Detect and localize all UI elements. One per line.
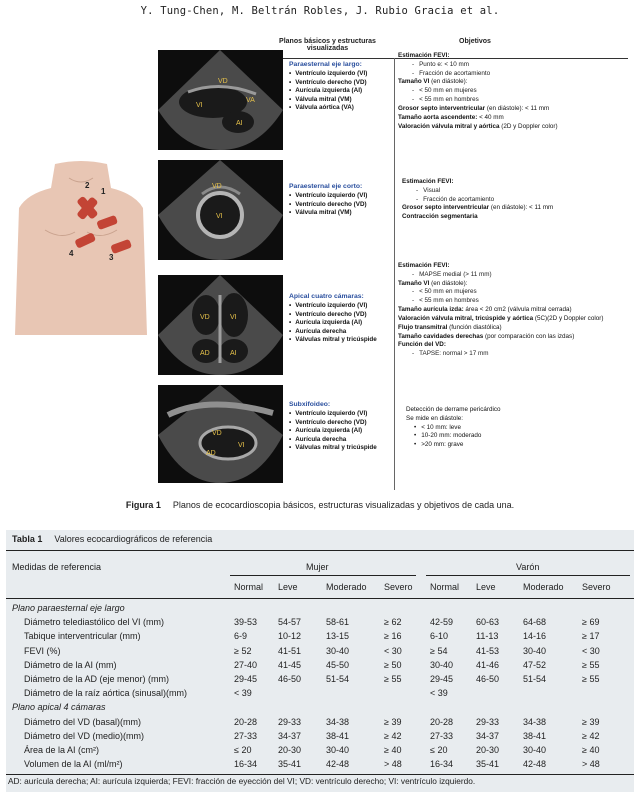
table-cell: 35-41 <box>476 759 500 770</box>
table-cell: 16-34 <box>234 759 258 770</box>
objective-item: Contracción segmentaria <box>402 213 478 221</box>
objective-item: Valoración válvula mitral, tricúspide y aórtica (5C)(2D y Doppler color) <box>398 314 604 322</box>
table-cell: ≥ 40 <box>384 745 402 755</box>
table-cell: 14-16 <box>523 631 547 642</box>
table-cell: 13-15 <box>326 631 350 642</box>
table-footnote: AD: aurícula derecha; AI: aurícula izquierda; FEVI: fracción de eyección del VI; VD: ventrículo derecho; VI: ventrículo izquierdo. <box>8 776 476 786</box>
table-row-label: Área de la AI (cm²) <box>24 745 100 755</box>
table-cell: 34-37 <box>476 730 500 741</box>
table-cell: 41-46 <box>476 659 500 670</box>
table-cell: 30-40 <box>523 645 547 656</box>
table-cell: 20-28 <box>430 716 454 727</box>
echo-image-short-axis <box>158 160 283 260</box>
table-subheader: Leve <box>476 582 496 592</box>
table-cell: ≤ 20 <box>234 745 252 755</box>
structure-item: • Ventrículo izquierdo (VI) <box>289 410 399 419</box>
structure-item: • Válvula mitral (VM) <box>289 209 399 218</box>
table-header-measure: Medidas de referencia <box>12 562 102 572</box>
objective-item: Estimación FEVI: <box>398 52 450 59</box>
view-title: Subxifoideo: <box>289 401 331 408</box>
table-cell: 27-33 <box>234 730 258 741</box>
table-section-label: Plano paraesternal eje largo <box>12 603 125 613</box>
structure-item: • Ventrículo izquierdo (VI) <box>289 70 399 79</box>
structure-item: • Ventrículo izquierdo (VI) <box>289 302 399 311</box>
objective-item: - < 50 mm en mujeres <box>398 87 630 96</box>
table-cell: ≥ 17 <box>582 631 600 642</box>
table-cell: ≥ 50 <box>384 659 402 670</box>
table-cell: 58-61 <box>326 617 350 628</box>
table-cell: ≤ 20 <box>430 745 448 755</box>
objective-item: Tamaño cavidades derechas (por comparación con las izdas) <box>398 332 575 340</box>
structure-item: • Aurícula derecha <box>289 436 399 445</box>
torso-number-2: 2 <box>85 181 90 190</box>
objective-item: - < 55 mm en hombres <box>398 96 630 105</box>
structures-apical-4c <box>289 292 399 345</box>
table-group-female: Mujer <box>306 562 329 572</box>
objective-item: - < 55 mm en hombres <box>398 297 630 306</box>
echo-label-vd: VD <box>212 183 222 190</box>
objective-item: • 10-20 mm: moderado <box>406 432 630 441</box>
table-cell: 6-9 <box>234 631 248 642</box>
table-cell: 45-50 <box>326 659 350 670</box>
table-header-rule <box>6 598 634 599</box>
echo-image-subxiphoid <box>158 385 283 483</box>
table-cell: 27-33 <box>430 730 454 741</box>
table-subheader: Moderado <box>326 582 367 592</box>
echo-label-ai: AI <box>236 120 243 127</box>
objective-item: Estimación FEVI: <box>402 178 454 185</box>
objective-item: - < 50 mm en mujeres <box>398 288 630 297</box>
table-cell: 30-40 <box>326 745 350 755</box>
table-group-rule-female <box>230 575 416 576</box>
table-cell: 29-33 <box>278 716 302 727</box>
objective-item: - Fracción de acortamiento <box>402 196 630 205</box>
table-cell: ≥ 16 <box>384 631 402 642</box>
table-cell: < 30 <box>384 645 402 656</box>
table-cell: 46-50 <box>476 674 500 684</box>
structure-item: • Aurícula izquierda (AI) <box>289 319 399 328</box>
table-row-label: Diámetro de la AD (eje menor) (mm) <box>24 674 170 684</box>
structure-item: • Válvula mitral (VM) <box>289 96 399 105</box>
table-cell: 51-54 <box>326 674 350 684</box>
table-cell: 47-52 <box>523 659 547 670</box>
echo-label-ad: AD <box>206 450 216 457</box>
table-cell: 64-68 <box>523 617 547 628</box>
table-row-label: FEVI (%) <box>24 645 61 656</box>
structure-item: • Ventrículo derecho (VD) <box>289 201 399 210</box>
objective-item: Flujo transmitral (función diastólica) <box>398 323 502 331</box>
objective-item: - TAPSE: normal > 17 mm <box>398 350 630 359</box>
table-cell: 20-30 <box>476 745 500 755</box>
echo-image-apical-4c <box>158 275 283 375</box>
echo-label-ai: AI <box>230 350 237 357</box>
table-group-male: Varón <box>516 562 540 572</box>
table-cell: ≥ 62 <box>384 617 402 628</box>
table-cell: 10-12 <box>278 631 302 642</box>
figure-col-header-structures: Planos básicos y estructuras visualizadas <box>279 38 376 52</box>
objectives-subxiphoid <box>398 406 630 450</box>
structures-subxiphoid <box>289 400 399 453</box>
table-row-label: Diámetro del VD (basal)(mm) <box>24 716 142 727</box>
echo-label-vd: VD <box>212 430 222 437</box>
table-cell: ≥ 42 <box>582 730 600 741</box>
table-cell: 42-59 <box>430 617 454 628</box>
table-cell: 41-51 <box>278 645 302 656</box>
table-cell: 16-34 <box>430 759 454 770</box>
table-cell: 6-10 <box>430 631 449 642</box>
structure-item: • Válvula aórtica (VA) <box>289 104 399 113</box>
table-cell: ≥ 55 <box>582 674 600 684</box>
table-cell: 34-38 <box>523 716 547 727</box>
objective-item: Se mide en diástole: <box>406 414 464 422</box>
table-cell: 39-53 <box>234 617 258 628</box>
table-cell: 60-63 <box>476 617 500 628</box>
objective-item: Tamaño aurícula izda: área < 20 cm2 (válvula mitral cerrada) <box>398 306 572 314</box>
torso-number-3: 3 <box>109 253 114 262</box>
table-subheader: Normal <box>430 582 460 592</box>
torso-number-4: 4 <box>69 249 74 258</box>
table-cell: 34-38 <box>326 716 350 727</box>
table-cell: 29-45 <box>430 674 454 684</box>
table-cell: 20-28 <box>234 716 258 727</box>
structure-item: • Ventrículo izquierdo (VI) <box>289 192 399 201</box>
table-cell: 27-40 <box>234 659 258 670</box>
structure-item: • Aurícula derecha <box>289 328 399 337</box>
table-cell: 41-53 <box>476 645 500 656</box>
table-row-label: Diámetro de la AI (mm) <box>24 659 117 670</box>
table-cell: 51-54 <box>523 674 547 684</box>
figure-1 <box>0 30 640 500</box>
echo-label-vd: VD <box>218 78 228 85</box>
objective-item: Tamaño VI (en diástole): <box>398 279 468 287</box>
table-1 <box>6 530 634 792</box>
table-cell: 20-30 <box>278 745 302 755</box>
table-row-label: Diámetro de la raíz aórtica (sinusal)(mm) <box>24 688 188 699</box>
objective-item: Tamaño aorta ascendente: < 40 mm <box>398 113 504 121</box>
table-row-label: Tabique interventricular (mm) <box>24 631 141 642</box>
table-cell: ≥ 40 <box>582 745 600 755</box>
echo-image-long-axis <box>158 50 283 150</box>
structures-long-axis <box>289 60 399 113</box>
echo-label-vi: VI <box>216 213 223 220</box>
table-cell: 42-48 <box>523 759 547 770</box>
objective-item: Tamaño VI (en diástole): <box>398 78 468 86</box>
objective-item: Grosor septo interventricular (en diástole): < 11 mm <box>402 204 554 212</box>
figure-caption-text: Planos de ecocardioscopia básicos, estructuras visualizadas y objetivos de cada una. <box>172 500 515 510</box>
table-cell: 38-41 <box>523 730 547 741</box>
table-cell: 34-37 <box>278 730 302 741</box>
table-title: Tabla 1 Valores ecocardiográficos de referencia <box>12 534 213 544</box>
structure-item: • Ventrículo derecho (VD) <box>289 79 399 88</box>
figure-caption-label: Figura 1 <box>125 500 161 510</box>
structure-item: • Válvulas mitral y tricúspide <box>289 444 399 453</box>
table-cell: 30-40 <box>326 645 350 656</box>
figure-caption <box>0 500 640 510</box>
view-title: Apical cuatro cámaras: <box>289 293 364 300</box>
table-cell: 30-40 <box>523 745 547 755</box>
echo-label-vi: VI <box>230 314 237 321</box>
structure-item: • Ventrículo derecho (VD) <box>289 311 399 320</box>
objective-item: Función del VD: <box>398 341 446 349</box>
objective-item: - Fracción de acortamiento <box>398 70 630 79</box>
echo-label-ad: AD <box>200 350 210 357</box>
table-row-label: Volumen de la AI (ml/m²) <box>24 759 123 770</box>
objective-item: - MAPSE medial (> 11 mm) <box>398 271 630 280</box>
table-subheader: Severo <box>384 582 413 592</box>
table-subheader: Moderado <box>523 582 564 592</box>
table-subheader: Leve <box>278 582 298 592</box>
view-title: Paraesternal eje largo: <box>289 61 362 68</box>
table-cell: ≥ 52 <box>234 645 252 656</box>
table-cell: ≥ 39 <box>384 716 402 727</box>
table-cell: ≥ 55 <box>384 674 402 684</box>
echo-label-vi: VI <box>196 102 203 109</box>
structure-item: • Aurícula izquierda (AI) <box>289 427 399 436</box>
torso-illustration <box>15 160 147 335</box>
objective-item: Grosor septo interventricular (en diástole): < 11 mm <box>398 104 550 112</box>
table-top-rule <box>6 550 634 551</box>
view-title: Paraesternal eje corto: <box>289 183 363 190</box>
figure-col-header-objectives: Objetivos <box>459 38 491 45</box>
table-cell: ≥ 54 <box>430 645 448 656</box>
objective-item: Valoración válvula mitral y aórtica (2D y Doppler color) <box>398 122 558 130</box>
table-cell: 29-45 <box>234 674 258 684</box>
objectives-apical-4c <box>398 262 630 359</box>
table-row-label: Diámetro del VD (medio)(mm) <box>24 730 145 741</box>
table-cell: 30-40 <box>430 659 454 670</box>
table-cell: 38-41 <box>326 730 350 741</box>
table-bottom-rule <box>6 774 634 775</box>
structure-item: • Válvulas mitral y tricúspide <box>289 336 399 345</box>
objective-item: Detección de derrame pericárdico <box>406 406 501 413</box>
structures-short-axis <box>289 182 399 218</box>
table-cell: < 39 <box>430 688 448 699</box>
echo-label-vi: VI <box>238 442 245 449</box>
table-row-label: Diámetro telediastólico del VI (mm) <box>24 617 165 628</box>
table-cell: ≥ 42 <box>384 730 402 741</box>
objective-item: - Punto e: < 10 mm <box>398 61 630 70</box>
objective-item: - Visual <box>402 187 630 196</box>
structure-item: • Ventrículo derecho (VD) <box>289 419 399 428</box>
table-cell: < 30 <box>582 645 600 656</box>
table-cell: ≥ 55 <box>582 659 600 670</box>
table-subheader: Normal <box>234 582 264 592</box>
table-subheader: Severo <box>582 582 611 592</box>
table-cell: < 39 <box>234 688 252 699</box>
table-cell: 29-33 <box>476 716 500 727</box>
table-cell: 46-50 <box>278 674 302 684</box>
table-group-rule-male <box>426 575 630 576</box>
running-header-authors: Y. Tung-Chen, M. Beltrán Robles, J. Rubio Gracia et al. <box>140 5 500 17</box>
objectives-long-axis <box>398 52 630 131</box>
objective-item: • < 10 mm: leve <box>406 424 630 433</box>
table-cell: ≥ 39 <box>582 716 600 727</box>
echo-label-va: VA <box>246 97 255 104</box>
table-cell: 41-45 <box>278 659 302 670</box>
table-cell: ≥ 69 <box>582 617 600 628</box>
table-cell: > 48 <box>582 759 600 770</box>
echo-label-vd: VD <box>200 314 210 321</box>
table-section-label: Plano apical 4 cámaras <box>12 702 106 713</box>
table-cell: 42-48 <box>326 759 350 770</box>
objective-item: Estimación FEVI: <box>398 262 450 269</box>
torso-number-1: 1 <box>101 187 106 196</box>
table-cell: 11-13 <box>476 631 499 642</box>
table-cell: 35-41 <box>278 759 302 770</box>
objectives-short-axis <box>398 178 630 222</box>
structure-item: • Aurícula izquierda (AI) <box>289 87 399 96</box>
table-cell: > 48 <box>384 759 402 770</box>
table-cell: 54-57 <box>278 617 302 628</box>
objective-item: • >20 mm: grave <box>406 441 630 450</box>
